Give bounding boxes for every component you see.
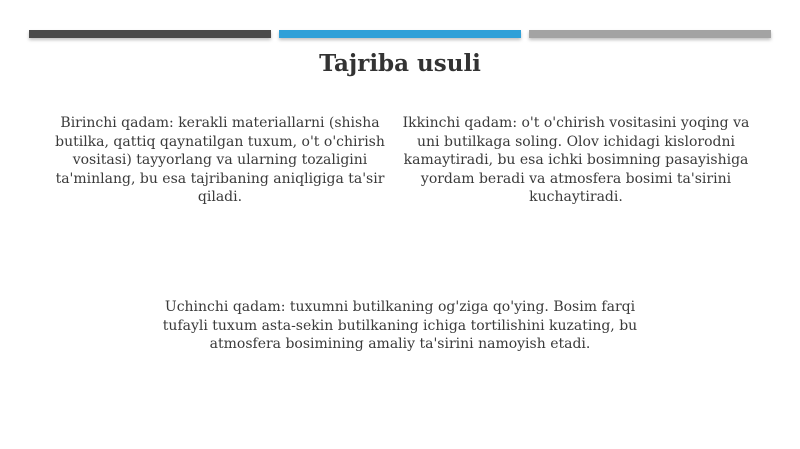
- step-three-text: Uchinchi qadam: tuxumni butilkaning og'ziga qo'ying. Bosim farqi tufayli tuxum asta-sekin butilkaning ichiga tortilishini kuzating, bu atmosfera bosimining amaliy ta'sirini namoyish etadi.: [162, 299, 638, 352]
- accent-bar-blue: [279, 30, 521, 38]
- step-one-text: Birinchi qadam: kerakli materiallarni (shisha butilka, qattiq qaynatilgan tuxum, o't o'chirish vositasi) tayyorlang va ularning tozaligini ta'minlang, bu esa tajribaning aniqligiga ta'sir qiladi.: [55, 115, 385, 205]
- accent-bar-gray: [529, 30, 771, 38]
- step-two-text: Ikkinchi qadam: o't o'chirish vositasini yoqing va uni butilkaga soling. Olov ichidagi kislorodni kamaytiradi, bu esa ichki bosimning pasayishiga yordam beradi va atmosfera bosimi ta'sirini kuchaytiradi.: [402, 115, 750, 205]
- accent-bar-dark: [29, 30, 271, 38]
- slide-title: Tajriba usuli: [319, 50, 481, 77]
